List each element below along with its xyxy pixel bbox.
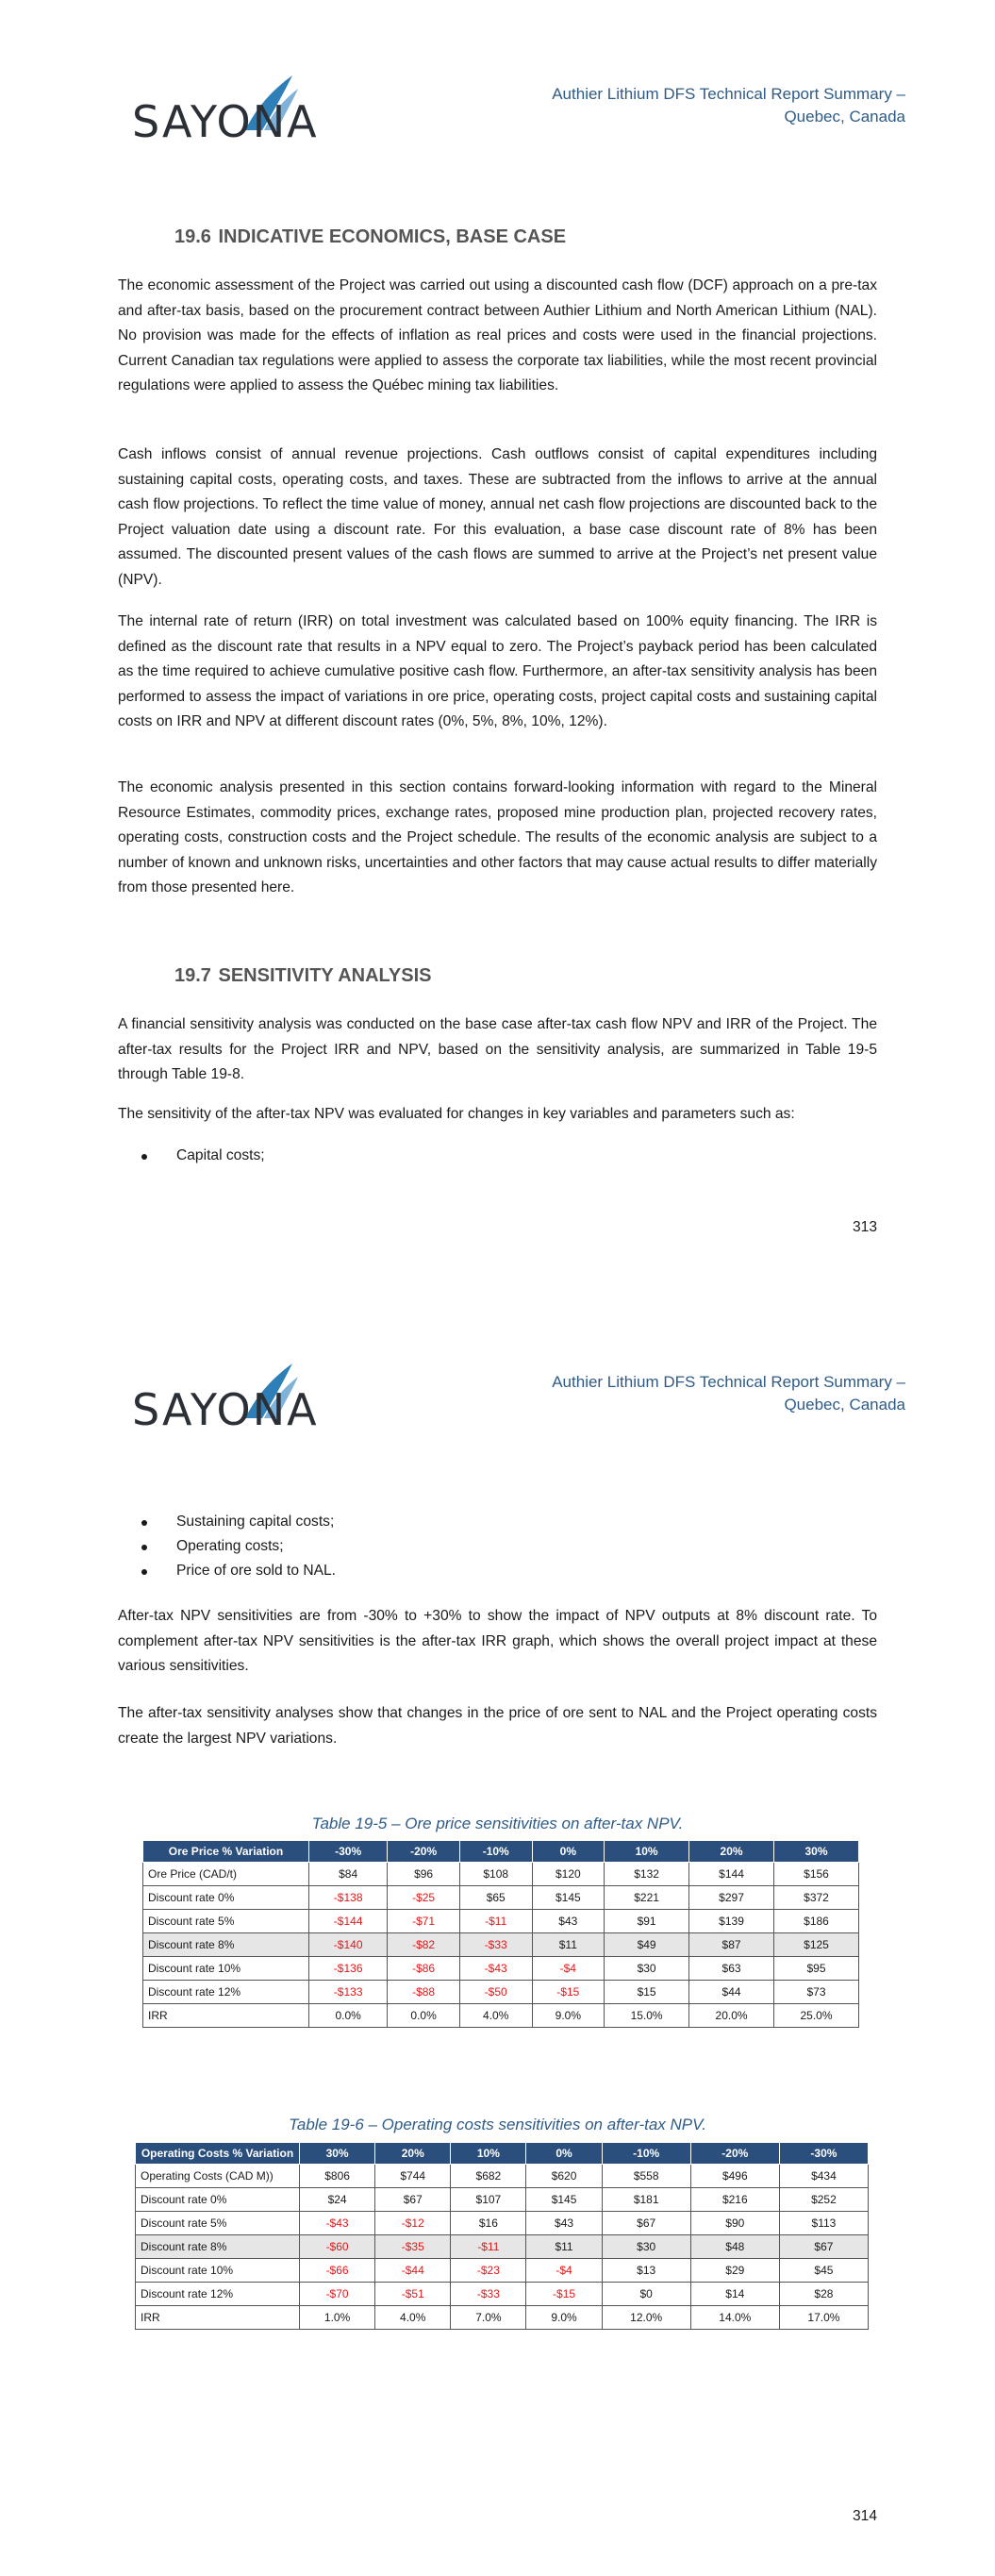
table-cell: $132: [605, 1863, 689, 1886]
bullet-icon: [141, 1520, 147, 1526]
table-cell: $45: [779, 2259, 868, 2283]
report-page-314: [0, 1288, 995, 2576]
row-label: Discount rate 0%: [136, 2188, 300, 2212]
bullet-icon: [141, 1545, 147, 1550]
table-cell: $0: [602, 2283, 690, 2306]
table-cell: $125: [774, 1933, 859, 1957]
table-row: [143, 1933, 859, 1957]
table-cell: -$140: [309, 1933, 388, 1957]
table-cell: -$50: [459, 1981, 532, 2004]
table-cell: $181: [602, 2188, 690, 2212]
table-cell: -$23: [451, 2259, 526, 2283]
table-cell: -$4: [532, 1957, 605, 1981]
table-header-label: Operating Costs % Variation: [136, 2143, 300, 2165]
table-cell: 0.0%: [309, 2004, 388, 2028]
table-row: [143, 1910, 859, 1933]
table-cell: $14: [690, 2283, 779, 2306]
table-cell: -$144: [309, 1910, 388, 1933]
section-title: INDICATIVE ECONOMICS, BASE CASE: [218, 226, 567, 247]
table-cell: $156: [774, 1863, 859, 1886]
table-cell: 9.0%: [526, 2306, 602, 2330]
header-title-line2: Quebec, Canada: [784, 1396, 905, 1413]
table-cell: $65: [459, 1886, 532, 1910]
table-row: [143, 1886, 859, 1910]
table-header-cell: 30%: [774, 1841, 859, 1863]
table-cell: $558: [602, 2165, 690, 2188]
row-label: Discount rate 5%: [136, 2212, 300, 2235]
table-cell: $96: [388, 1863, 460, 1886]
table-header-cell: -10%: [602, 2143, 690, 2165]
table-cell: $67: [779, 2235, 868, 2259]
operating-costs-sensitivity-table: [135, 2142, 869, 2330]
row-label: Discount rate 10%: [136, 2259, 300, 2283]
table-cell: 9.0%: [532, 2004, 605, 2028]
paragraph: Cash inflows consist of annual revenue projections. Cash outflows consist of capital expenditures including sustaining capital costs, operating costs, and taxes. These are subtracted from the inflows to arrive at the annual cash flow projections. To reflect the time value of money, annual net cash flow projections are discounted back to the Project valuation date using a discount rate. For this evaluation, a base case discount rate of 8% has been assumed. The discounted present values of the cash flows are summed to arrive at the Project’s net present value (NPV).: [118, 446, 877, 588]
section-heading-19-7: [174, 965, 432, 987]
table-cell: $107: [451, 2188, 526, 2212]
table-cell: $13: [602, 2259, 690, 2283]
table-cell: $139: [689, 1910, 774, 1933]
table-cell: $91: [605, 1910, 689, 1933]
table-cell: 4.0%: [375, 2306, 451, 2330]
table-caption-19-5: Table 19-5 – Ore price sensitivities on after-tax NPV.: [311, 1815, 684, 1832]
table-cell: 0.0%: [388, 2004, 460, 2028]
table-row: [136, 2212, 869, 2235]
paragraph: The economic analysis presented in this section contains forward-looking information with regard to the Mineral Resource Estimates, commodity prices, exchange rates, proposed mine production plan, projected recovery rates, operating costs, construction costs and the Project schedule. The results of the economic analysis are subject to a number of known and unknown risks, uncertainties and other factors that may cause actual results to differ materially from those presented here.: [118, 779, 877, 895]
table-cell: 25.0%: [774, 2004, 859, 2028]
table-cell: $108: [459, 1863, 532, 1886]
table-cell: $16: [451, 2212, 526, 2235]
paragraph: After-tax NPV sensitivities are from -30% to +30% to show the impact of NPV outputs at 8% discount rate. To complement after-tax NPV sensitivities is the after-tax IRR graph, which shows the overall project impact at these various sensitivities.: [118, 1608, 877, 1674]
table-cell: -$15: [532, 1981, 605, 2004]
table-cell: $434: [779, 2165, 868, 2188]
section-title: SENSITIVITY ANALYSIS: [218, 965, 432, 986]
table-cell: $496: [690, 2165, 779, 2188]
table-header-row: [143, 1841, 859, 1863]
logo-text: SAYONA: [132, 1384, 319, 1435]
table-header-cell: 20%: [689, 1841, 774, 1863]
company-logo: [132, 1362, 319, 1435]
row-label: IRR: [143, 2004, 309, 2028]
table-cell: $216: [690, 2188, 779, 2212]
row-label: Discount rate 8%: [136, 2235, 300, 2259]
table-row: [136, 2259, 869, 2283]
table-cell: -$138: [309, 1886, 388, 1910]
table-cell: $63: [689, 1957, 774, 1981]
row-label: Discount rate 0%: [143, 1886, 309, 1910]
table-cell: $620: [526, 2165, 602, 2188]
table-cell: $43: [526, 2212, 602, 2235]
paragraph: The economic assessment of the Project was carried out using a discounted cash flow (DCF) approach on a pre-tax and after-tax basis, based on the procurement contract between Authier Lithium and North American Lithium (NAL). No provision was made for the effects of inflation as real prices and costs were used in the financial projections. Current Canadian tax regulations were applied to assess the corporate tax liabilities, while the most recent provincial regulations were applied to assess the Québec mining tax liabilities.: [118, 277, 877, 393]
table-cell: $48: [690, 2235, 779, 2259]
table-cell: $744: [375, 2165, 451, 2188]
table-cell: -$88: [388, 1981, 460, 2004]
table-cell: -$11: [459, 1910, 532, 1933]
table-header-cell: -30%: [779, 2143, 868, 2165]
table-cell: -$82: [388, 1933, 460, 1957]
header-title-line1: Authier Lithium DFS Technical Report Summary –: [552, 85, 905, 103]
table-cell: 20.0%: [689, 2004, 774, 2028]
table-header-cell: -20%: [388, 1841, 460, 1863]
table-cell: $186: [774, 1910, 859, 1933]
table-cell: $29: [690, 2259, 779, 2283]
table-cell: -$60: [300, 2235, 375, 2259]
table-cell: $44: [689, 1981, 774, 2004]
table-header-cell: 20%: [375, 2143, 451, 2165]
table-cell: 4.0%: [459, 2004, 532, 2028]
report-header: [552, 83, 905, 128]
table-header-cell: 0%: [532, 1841, 605, 1863]
table-cell: -$4: [526, 2259, 602, 2283]
paragraph: The sensitivity of the after-tax NPV was evaluated for changes in key variables and parameters such as:: [118, 1106, 795, 1122]
report-header: [552, 1371, 905, 1416]
row-label: Discount rate 8%: [143, 1933, 309, 1957]
table-cell: $297: [689, 1886, 774, 1910]
page-number: 314: [852, 2508, 877, 2524]
table-row: [136, 2165, 869, 2188]
table-row: [143, 1957, 859, 1981]
table-cell: $30: [605, 1957, 689, 1981]
table-cell: -$86: [388, 1957, 460, 1981]
table-cell: 7.0%: [451, 2306, 526, 2330]
paragraph: The after-tax sensitivity analyses show that changes in the price of ore sent to NAL and the Project operating costs create the largest NPV variations.: [118, 1705, 877, 1747]
table-cell: $84: [309, 1863, 388, 1886]
table-cell: -$33: [451, 2283, 526, 2306]
table-cell: -$51: [375, 2283, 451, 2306]
table-row: [143, 1863, 859, 1886]
table-row: [136, 2306, 869, 2330]
table-cell: 14.0%: [690, 2306, 779, 2330]
table-cell: $15: [605, 1981, 689, 2004]
table-cell: $28: [779, 2283, 868, 2306]
table-cell: $145: [532, 1886, 605, 1910]
table-cell: $372: [774, 1886, 859, 1910]
table-header-cell: 0%: [526, 2143, 602, 2165]
table-cell: $87: [689, 1933, 774, 1957]
table-cell: -$71: [388, 1910, 460, 1933]
page-number: 313: [852, 1219, 877, 1235]
list-item: Price of ore sold to NAL.: [141, 1559, 336, 1583]
table-cell: $682: [451, 2165, 526, 2188]
table-cell: -$33: [459, 1933, 532, 1957]
table-cell: $90: [690, 2212, 779, 2235]
table-cell: $67: [602, 2212, 690, 2235]
table-cell: -$133: [309, 1981, 388, 2004]
table-header-cell: 10%: [451, 2143, 526, 2165]
table-cell: -$70: [300, 2283, 375, 2306]
company-logo: [132, 74, 319, 147]
table-row: [136, 2188, 869, 2212]
paragraph: A financial sensitivity analysis was conducted on the base case after-tax cash flow NPV and IRR of the Project. The after-tax results for the Project IRR and NPV, based on the sensitivity analysis, are summarized in Table 19-5 through Table 19-8.: [118, 1016, 877, 1082]
header-title-line2: Quebec, Canada: [784, 108, 905, 125]
section-number: 19.7: [174, 965, 211, 986]
bullet-icon: [141, 1569, 147, 1575]
table-cell: $120: [532, 1863, 605, 1886]
logo-text: SAYONA: [132, 96, 319, 147]
bullet-list: [141, 1510, 336, 1583]
table-header-cell: 10%: [605, 1841, 689, 1863]
table-row: [136, 2283, 869, 2306]
list-item: Capital costs;: [141, 1144, 265, 1168]
table-cell: -$12: [375, 2212, 451, 2235]
table-caption-19-6: Table 19-6 – Operating costs sensitivities on after-tax NPV.: [289, 2116, 706, 2133]
table-cell: -$43: [300, 2212, 375, 2235]
row-label: Discount rate 10%: [143, 1957, 309, 1981]
table-header-label: Ore Price % Variation: [143, 1841, 309, 1863]
table-cell: $95: [774, 1957, 859, 1981]
row-label: IRR: [136, 2306, 300, 2330]
row-label: Ore Price (CAD/t): [143, 1863, 309, 1886]
table-header-row: [136, 2143, 869, 2165]
bullet-icon: [141, 1154, 147, 1160]
table-cell: $24: [300, 2188, 375, 2212]
table-row: [143, 2004, 859, 2028]
table-header-cell: -20%: [690, 2143, 779, 2165]
paragraph: The internal rate of return (IRR) on total investment was calculated based on 100% equity financing. The IRR is defined as the discount rate that results in a NPV equal to zero. The Project’s payback period has been calculated as the time required to achieve cumulative positive cash flow. Furthermore, an after-tax sensitivity analysis has been performed to assess the impact of variations in ore price, operating costs, project capital costs and sustaining capital costs on IRR and NPV at different discount rates (0%, 5%, 8%, 10%, 12%).: [118, 613, 877, 729]
table-cell: $806: [300, 2165, 375, 2188]
table-cell: -$66: [300, 2259, 375, 2283]
table-header-cell: 30%: [300, 2143, 375, 2165]
table-cell: -$35: [375, 2235, 451, 2259]
table-row: [136, 2235, 869, 2259]
table-cell: $144: [689, 1863, 774, 1886]
table-header-cell: -30%: [309, 1841, 388, 1863]
table-row: [143, 1981, 859, 2004]
table-cell: 1.0%: [300, 2306, 375, 2330]
section-heading-19-6: [174, 226, 566, 248]
table-cell: $145: [526, 2188, 602, 2212]
ore-price-sensitivity-table: [142, 1840, 859, 2028]
table-cell: $49: [605, 1933, 689, 1957]
list-item: Sustaining capital costs;: [141, 1510, 336, 1534]
table-cell: -$44: [375, 2259, 451, 2283]
bullet-list: [141, 1144, 265, 1168]
table-cell: -$25: [388, 1886, 460, 1910]
table-cell: $113: [779, 2212, 868, 2235]
table-cell: 15.0%: [605, 2004, 689, 2028]
table-cell: $221: [605, 1886, 689, 1910]
table-header-cell: -10%: [459, 1841, 532, 1863]
table-cell: $11: [526, 2235, 602, 2259]
table-cell: -$136: [309, 1957, 388, 1981]
row-label: Operating Costs (CAD M)): [136, 2165, 300, 2188]
row-label: Discount rate 12%: [136, 2283, 300, 2306]
table-cell: $43: [532, 1910, 605, 1933]
table-cell: -$11: [451, 2235, 526, 2259]
table-cell: -$43: [459, 1957, 532, 1981]
table-cell: $73: [774, 1981, 859, 2004]
row-label: Discount rate 5%: [143, 1910, 309, 1933]
table-cell: $11: [532, 1933, 605, 1957]
table-cell: 12.0%: [602, 2306, 690, 2330]
table-cell: $30: [602, 2235, 690, 2259]
list-item: Operating costs;: [141, 1534, 336, 1559]
table-cell: -$15: [526, 2283, 602, 2306]
row-label: Discount rate 12%: [143, 1981, 309, 2004]
table-cell: $67: [375, 2188, 451, 2212]
table-cell: 17.0%: [779, 2306, 868, 2330]
table-cell: $252: [779, 2188, 868, 2212]
section-number: 19.6: [174, 226, 211, 247]
header-title-line1: Authier Lithium DFS Technical Report Summary –: [552, 1373, 905, 1391]
